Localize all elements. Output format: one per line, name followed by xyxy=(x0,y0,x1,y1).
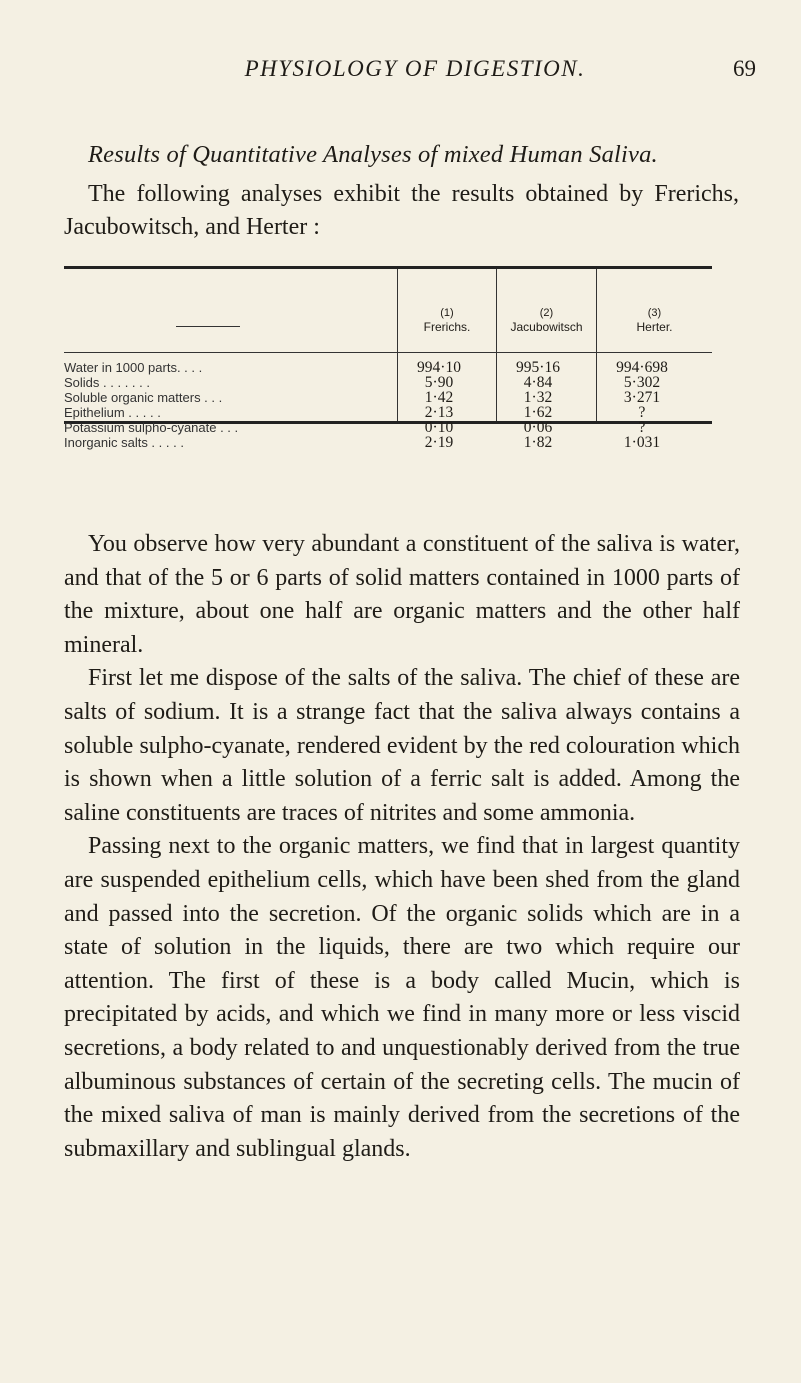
value-herter: 994·698 xyxy=(616,359,668,376)
value-jacubowitsch: 1·62 xyxy=(523,404,553,421)
body-text xyxy=(64,528,740,1166)
table-row xyxy=(64,435,712,450)
header-blank-dash xyxy=(176,326,240,327)
value-jacubowitsch: 995·16 xyxy=(516,359,560,376)
value-frerichs: 2·19 xyxy=(424,434,454,451)
column-header-jacubowitsch: (2) Jacubowitsch xyxy=(510,307,583,334)
value-jacubowitsch: 4·84 xyxy=(523,374,553,391)
table-row xyxy=(64,420,712,435)
value-frerichs: 5·90 xyxy=(424,374,454,391)
value-jacubowitsch: 1·82 xyxy=(523,434,553,451)
table-row xyxy=(64,360,712,375)
intro-paragraph: The following analyses exhibit the results obtained by Frerichs, Jacubowitsch, and Herter : xyxy=(64,181,739,240)
column-header-frerichs: (1) Frerichs. xyxy=(423,307,471,334)
table-header-rule xyxy=(64,352,712,353)
table-row xyxy=(64,405,712,420)
value-frerichs: 1·42 xyxy=(424,389,454,406)
value-herter: ? xyxy=(638,404,646,421)
running-title: PHYSIOLOGY OF DIGESTION. xyxy=(244,56,586,81)
page-number: 69 xyxy=(733,56,756,81)
table-top-rule xyxy=(64,266,712,269)
row-label: Inorganic salts . . . . . xyxy=(64,435,184,450)
row-label: Soluble organic matters . . . xyxy=(64,390,223,405)
table-row xyxy=(64,375,712,390)
value-frerichs: 994·10 xyxy=(417,359,461,376)
column-header-herter: (3) Herter. xyxy=(636,307,673,334)
section-title: Results of Quantitative Analyses of mixed Human Saliva. xyxy=(88,141,658,168)
page-header xyxy=(70,52,760,92)
table-body xyxy=(64,360,712,450)
row-label: Solids . . . . . . . xyxy=(64,375,150,390)
table-row xyxy=(64,390,712,405)
value-frerichs: 2·13 xyxy=(424,404,454,421)
value-herter: 3·271 xyxy=(623,389,661,406)
saliva-analysis-table xyxy=(64,266,712,451)
value-frerichs: 0·10 xyxy=(424,419,454,436)
row-label: Water in 1000 parts. . . . xyxy=(64,360,203,375)
value-herter: 5·302 xyxy=(623,374,661,391)
value-jacubowitsch: 0·06 xyxy=(523,419,553,436)
row-label: Potassium sulpho-cyanate . . . xyxy=(64,420,239,435)
value-herter: 1·031 xyxy=(623,434,661,451)
paragraph: You observe how very abundant a constituent of the saliva is water, and that of the 5 or 6 parts of solid matters contained in 1000 parts of the mixture, about one half are organic matters and the other half mineral. xyxy=(64,531,740,658)
value-jacubowitsch: 1·32 xyxy=(523,389,553,406)
paragraph: Passing next to the organic matters, we find that in largest quantity are suspended epithelium cells, which have been shed from the gland and passed into the secretion. Of the organic solids which are in a state of solution in the liquids, there are two which require our attention. The first of these is a body called Mucin, which is precipitated by acids, and which we find in many more or less viscid secretions, a body related to and unquestionably derived from the true albuminous substances of certain of the secreting cells. The mucin of the mixed saliva of man is mainly derived from the secretions of the submaxillary and sublingual glands. xyxy=(64,833,740,1162)
row-label: Epithelium . . . . . xyxy=(64,405,161,420)
paragraph: First let me dispose of the salts of the saliva. The chief of these are salts of sodium. It is a strange fact that the saliva always contains a soluble sulpho-cyanate, rendered evident by the red colouration which is shown when a little solution of a ferric salt is added. Among the saline constituents are traces of nitrites and some ammonia. xyxy=(64,665,740,826)
value-herter: ? xyxy=(638,419,646,436)
